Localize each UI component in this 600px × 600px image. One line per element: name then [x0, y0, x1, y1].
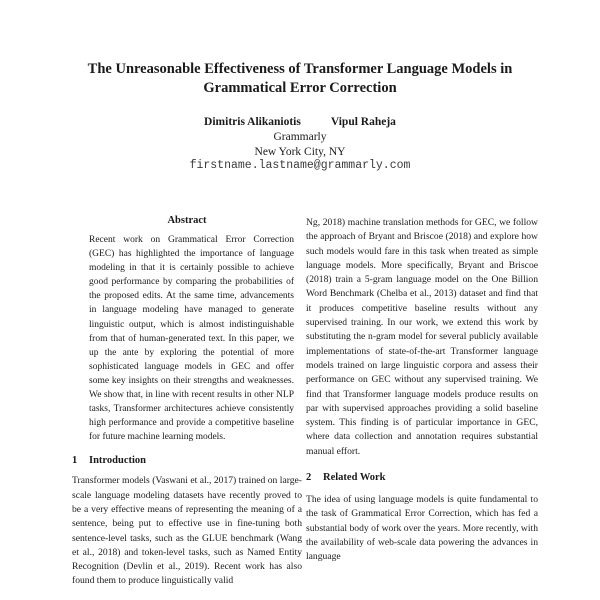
right-column	[306, 216, 538, 565]
section-number: 2	[306, 472, 312, 484]
section-title: Introduction	[89, 455, 146, 467]
section-heading-related-work	[306, 471, 538, 485]
related-work-paragraph: The idea of using language models is quite fundamental to the task of Grammatical Error Correction, which has fed a substantial body of work over the years. More recently, with the availability of web-scale data powering the advances in language	[306, 494, 538, 563]
author-block	[100, 115, 500, 174]
paper-title: The Unreasonable Effectiveness of Transformer Language Models in Grammatical Error Correction	[87, 61, 513, 96]
author-name: Vipul Raheja	[330, 116, 396, 128]
section-title: Related Work	[323, 472, 386, 484]
section-heading-introduction	[72, 454, 302, 468]
author-names	[100, 115, 500, 130]
left-column	[72, 214, 302, 589]
abstract-heading: Abstract	[167, 215, 207, 226]
introduction-paragraph: Transformer models (Vaswani et al., 2017) trained on large-scale language modeling datasets have recently proved to be a very effective means of representing the meaning of a sentence, being put to effective use in fine-tuning both sentence-level tasks, such as the GLUE benchmark (Wang et al., 2018) and token-level tasks, such as Named Entity Recognition (Devlin et al., 2019). Recent work has also found them to produce linguistically valid	[72, 475, 302, 587]
location: New York City, NY	[254, 145, 346, 158]
affiliation: Grammarly	[273, 131, 327, 143]
section-number: 1	[72, 455, 78, 467]
introduction-continued-paragraph: Ng, 2018) machine translation methods for GEC, we follow the approach of Bryant and Briscoe (2018) and explore how such models would fare in this task when treated as simple language models. More specifically, Bryant and Briscoe (2018) train a 5-gram language model on the One Billion Word Benchmark (Chelba et al., 2013) dataset and find that it produces competitive baseline results without any supervised training. In our work, we extend this work by substituting the n-gram model for several publicly available implementations of state-of-the-art Transformer language models trained on large linguistic corpora and assess their performance on GEC without any supervised training. We find that Transformer language models produce results on par with supervised approaches providing a solid baseline system. This finding is of particular importance in GEC, where data collection and annotation requires substantial manual effort.	[306, 217, 538, 457]
email-address: firstname.lastname@grammarly.com	[189, 159, 411, 172]
abstract-text: Recent work on Grammatical Error Correction (GEC) has highlighted the importance of language modeling in that it is certainly possible to achieve good performance by comparing the probabilities of the proposed edits. At the same time, advancements in language modeling have managed to generate linguistic output, which is almost indistinguishable from that of human-generated text. In this paper, we up the ante by exploring the potential of more sophisticated language models in GEC and offer some key insights on their strengths and weaknesses. We show that, in line with recent results in other NLP tasks, Transformer architectures achieve consistently high performance and provide a competitive baseline for future machine learning models.	[89, 235, 294, 443]
author-name: Dimitris Alikaniotis	[204, 116, 301, 128]
